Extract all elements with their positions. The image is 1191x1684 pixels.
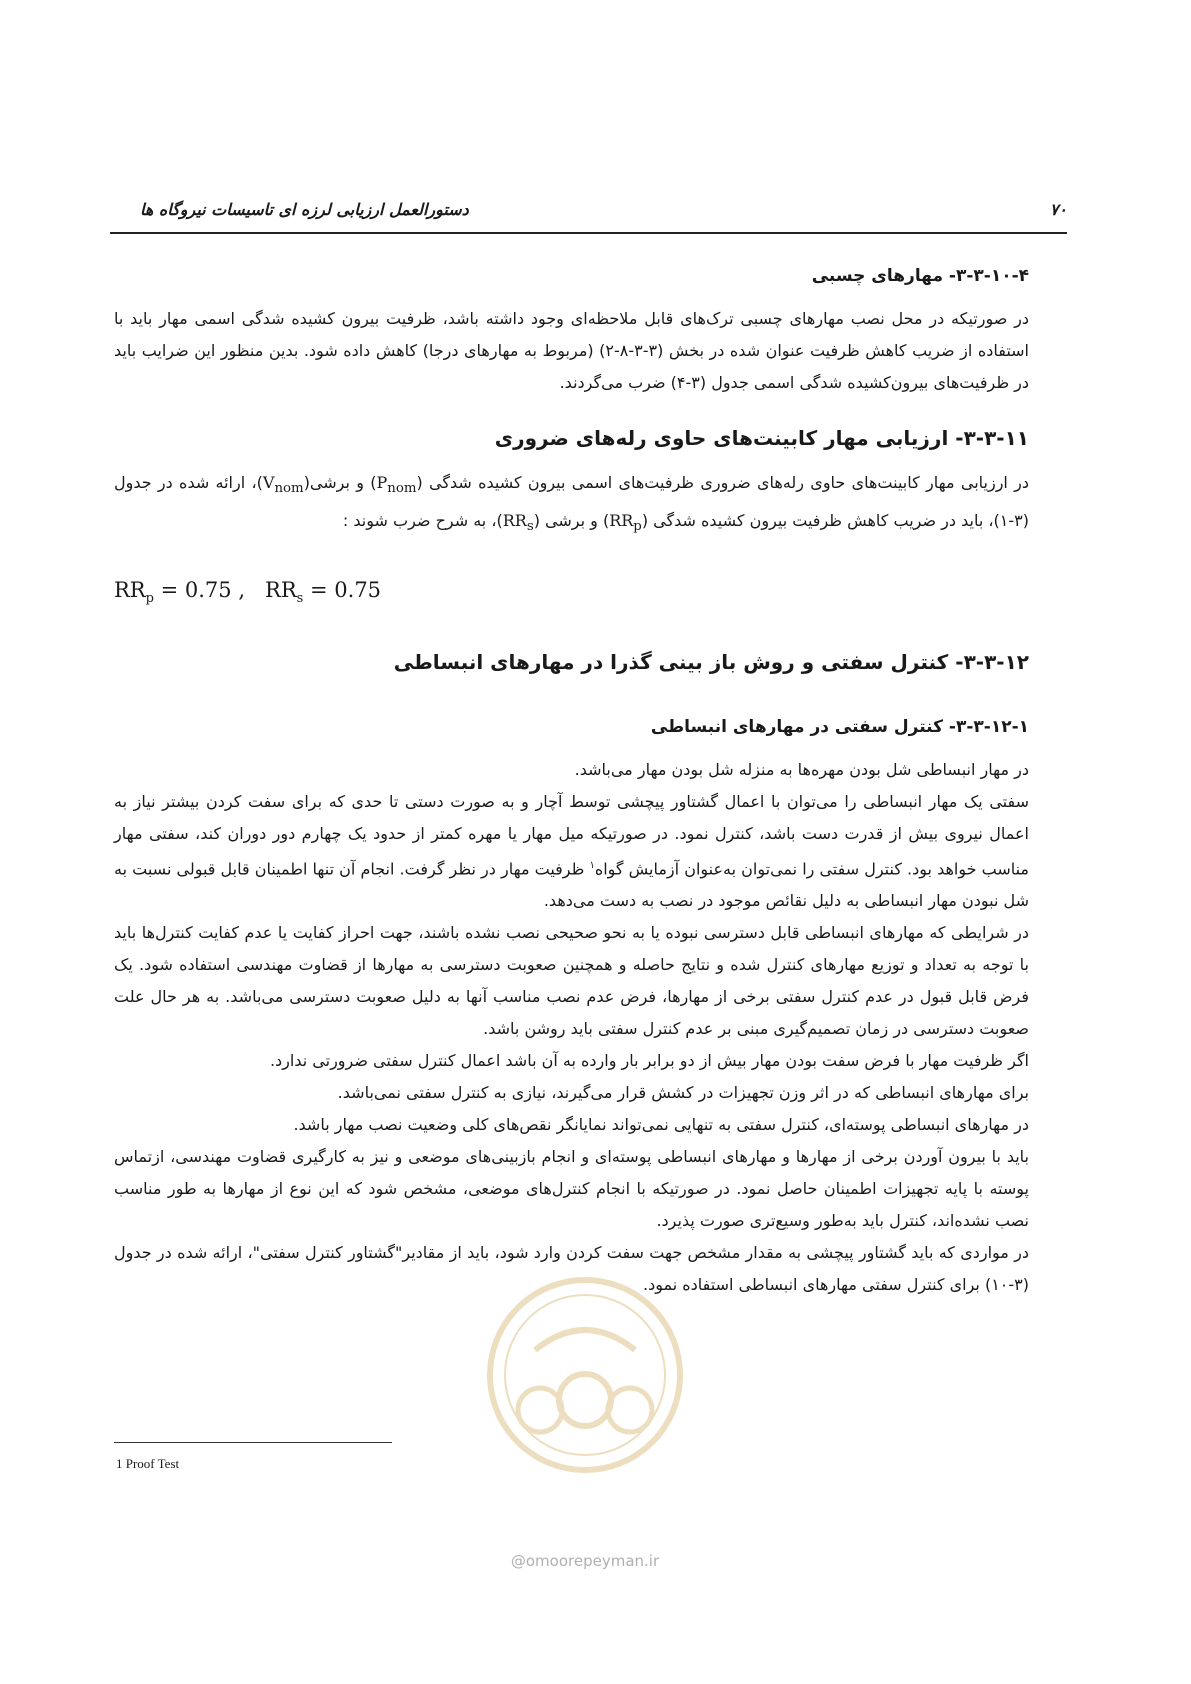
text-fragment: ) و برشی(: [303, 473, 377, 492]
footnote-ref[interactable]: ۱: [589, 860, 595, 871]
footnote-divider: [114, 1442, 392, 1443]
section-heading-cabinet-anchors: ۳-۳-۱۱- ارزیابی مهار کابینت‌های حاوی رله‌های ضروری: [494, 426, 1029, 450]
text-fragment: ظرفیت مهار در نظر گرفت. انجام آن تنها اطمینان قابل قبولی نسبت به شل نبودن مهار انبساطی به دلیل نقائص موجود در نصب به دست می‌دهد.: [114, 859, 1029, 911]
watermark-site: @omoorepeyman.ir: [510, 1552, 660, 1570]
paragraph: در شرایطی که مهارهای انبساطی قابل دسترسی نبوده یا به نحو صحیحی نصب نشده باشند، جهت احراز کفایت یا عدم کفایت کنترل‌ها باید با توجه به تعداد و توزیع مهارهای کنترل شده و نتایج حاصله و همچنین صعوبت دسترسی به مهارها از قضاوت مهندسی استفاده شود. یک فرض قابل قبول در عدم کنترل سفتی برخی از مهارها، فرض عدم نصب مناسب آنها به دلیل صعوبت دسترسی می‌باشد. به هر حال علت صعوبت دسترسی در زمان تصمیم‌گیری مبنی بر عدم کنترل سفتی باید روشن باشد.: [114, 923, 1029, 1039]
paragraph-text: در صورتیکه در محل نصب مهارهای چسبی ترک‌های قابل ملاحظه‌ای وجود داشته باشد، ظرفیت بیرون کشیده شدگی اسمی مهار باید با استفاده از ضریب کاهش ظرفیت عنوان شده در بخش (۳-۳-۸-۲) (مربوط به مهارهای درجا) کاهش داده شود. بدین منظور این ضرایب باید در ظرفیت‌های بیرون‌کشیده شدگی اسمی جدول (۳-۴) ضرب می‌گردند.: [114, 309, 1029, 392]
math-rrs: [502, 511, 534, 535]
page-number: ۷۰: [1049, 200, 1067, 219]
formula-p-value: = 0.75 ,: [153, 578, 246, 602]
math-vnom: [262, 473, 304, 497]
paragraph: در مهارهای انبساطی پوسته‌ای، کنترل سفتی به تنهایی نمی‌تواند نمایانگر نقص‌های کلی وضعیت نصب مهار باشد.: [293, 1115, 1029, 1135]
text-fragment: سفتی یک مهار انبساطی را می‌توان با اعمال گشتاور پیچشی توسط آچار و به صورت دستی تا حدی که برای سفت کردن بیشتر نیاز به اعمال نیروی بیش از قدرت دست باشد، کنترل نمود. در صورتیکه میل مهار یا مهره کمتر از حدود یک چهارم دور دوران کند، سفتی مهار مناسب خواهد بود. کنترل سفتی را نمی‌توان به‌عنوان آزمایش گواه: [114, 792, 1029, 879]
formula-p-sub: p: [145, 591, 154, 607]
section-heading-adhesive-anchors: ۳-۳-۱۰-۴- مهارهای چسبی: [811, 266, 1029, 286]
paragraph: در مهار انبساطی شل بودن مهره‌ها به منزله شل بودن مهار می‌باشد.: [574, 760, 1029, 779]
paragraph-text: [114, 467, 1029, 543]
paragraph-adhesive-anchors: [114, 303, 1029, 399]
formula-rr: RR: [114, 578, 146, 602]
text-fragment: ) و برشی (: [533, 511, 610, 531]
math-subscript: nom: [387, 481, 417, 497]
section-heading-expansion-anchors: ۳-۳-۱۲-۱- کنترل سفتی در مهارهای انبساطی: [650, 717, 1029, 737]
paragraph: [114, 786, 1029, 917]
paragraph: اگر ظرفیت مهار با فرض سفت بودن مهار بیش از دو برابر بار وارده به آن باشد اعمال کنترل سفتی ضرورتی ندارد.: [269, 1051, 1029, 1071]
formula-s-value: = 0.75: [303, 578, 382, 602]
math-subscript: nom: [274, 481, 304, 497]
page-header: [110, 196, 1067, 234]
paragraph: برای مهارهای انبساطی که در اثر وزن تجهیزات در کشش قرار می‌گیرند، نیازی به کنترل سفتی نمی‌باشد.: [337, 1083, 1029, 1103]
footnote: 1 Proof Test: [116, 1456, 180, 1471]
paragraph: باید با بیرون آوردن برخی از مهارها و مهارهای انبساطی پوسته‌ای و انجام بازبینی‌های موضعی و نیز به کارگیری قضاوت مهندسی، ازتماس پوسته با پایه تجهیزات اطمینان حاصل نمود. در صورتیکه با انجام کنترل‌های موضعی، مشخص شود که این نوع از مهارها به طور مناسب نصب نشده‌اند، کنترل باید به‌طور وسیع‌تری صورت پذیرد.: [114, 1147, 1029, 1231]
formula-s-sub: s: [296, 591, 304, 607]
text-fragment: در ارزیابی مهار کابینت‌های حاوی رله‌های ضروری ظرفیت‌های اسمی بیرون کشیده شدگی (: [416, 473, 1030, 492]
reduction-factor-formula: [114, 578, 381, 606]
text-fragment: )، به شرح ضرب شوند :: [342, 511, 503, 531]
math-subscript: p: [633, 519, 642, 535]
math-base: RR: [502, 511, 527, 531]
watermark-logo-icon: [480, 1270, 690, 1480]
math-base: V: [262, 473, 275, 492]
paragraph-cabinet-anchors: [114, 467, 1029, 543]
paragraph: در مواردی که باید گشتاور پیچشی به مقدار مشخص جهت سفت کردن وارد شود، باید از مقادیر"گشتاور کنترل سفتی"، ارائه شده در جدول (۳-۱۰) برای کنترل سفتی مهارهای انبساطی استفاده نمود.: [114, 1243, 1029, 1295]
section-heading-stiffness-control: ۳-۳-۱۲- کنترل سفتی و روش باز بینی گذرا در مهارهای انبساطی: [393, 650, 1029, 674]
math-base: RR: [609, 511, 634, 531]
math-subscript: s: [526, 519, 534, 535]
header-title: دستورالعمل ارزیابی لرزه ای تاسیسات نیروگاه ها: [140, 200, 469, 219]
math-base: P: [376, 473, 388, 492]
paragraphs-expansion-anchors: [114, 754, 1029, 1301]
text-fragment: )، ارائه شده در جدول (۳-۱)، باید در ضریب کاهش ظرفیت بیرون کشیده شدگی (: [114, 473, 1029, 531]
formula-rr: RR: [265, 578, 297, 602]
math-pnom: [376, 473, 417, 497]
math-rrp: [609, 511, 642, 535]
